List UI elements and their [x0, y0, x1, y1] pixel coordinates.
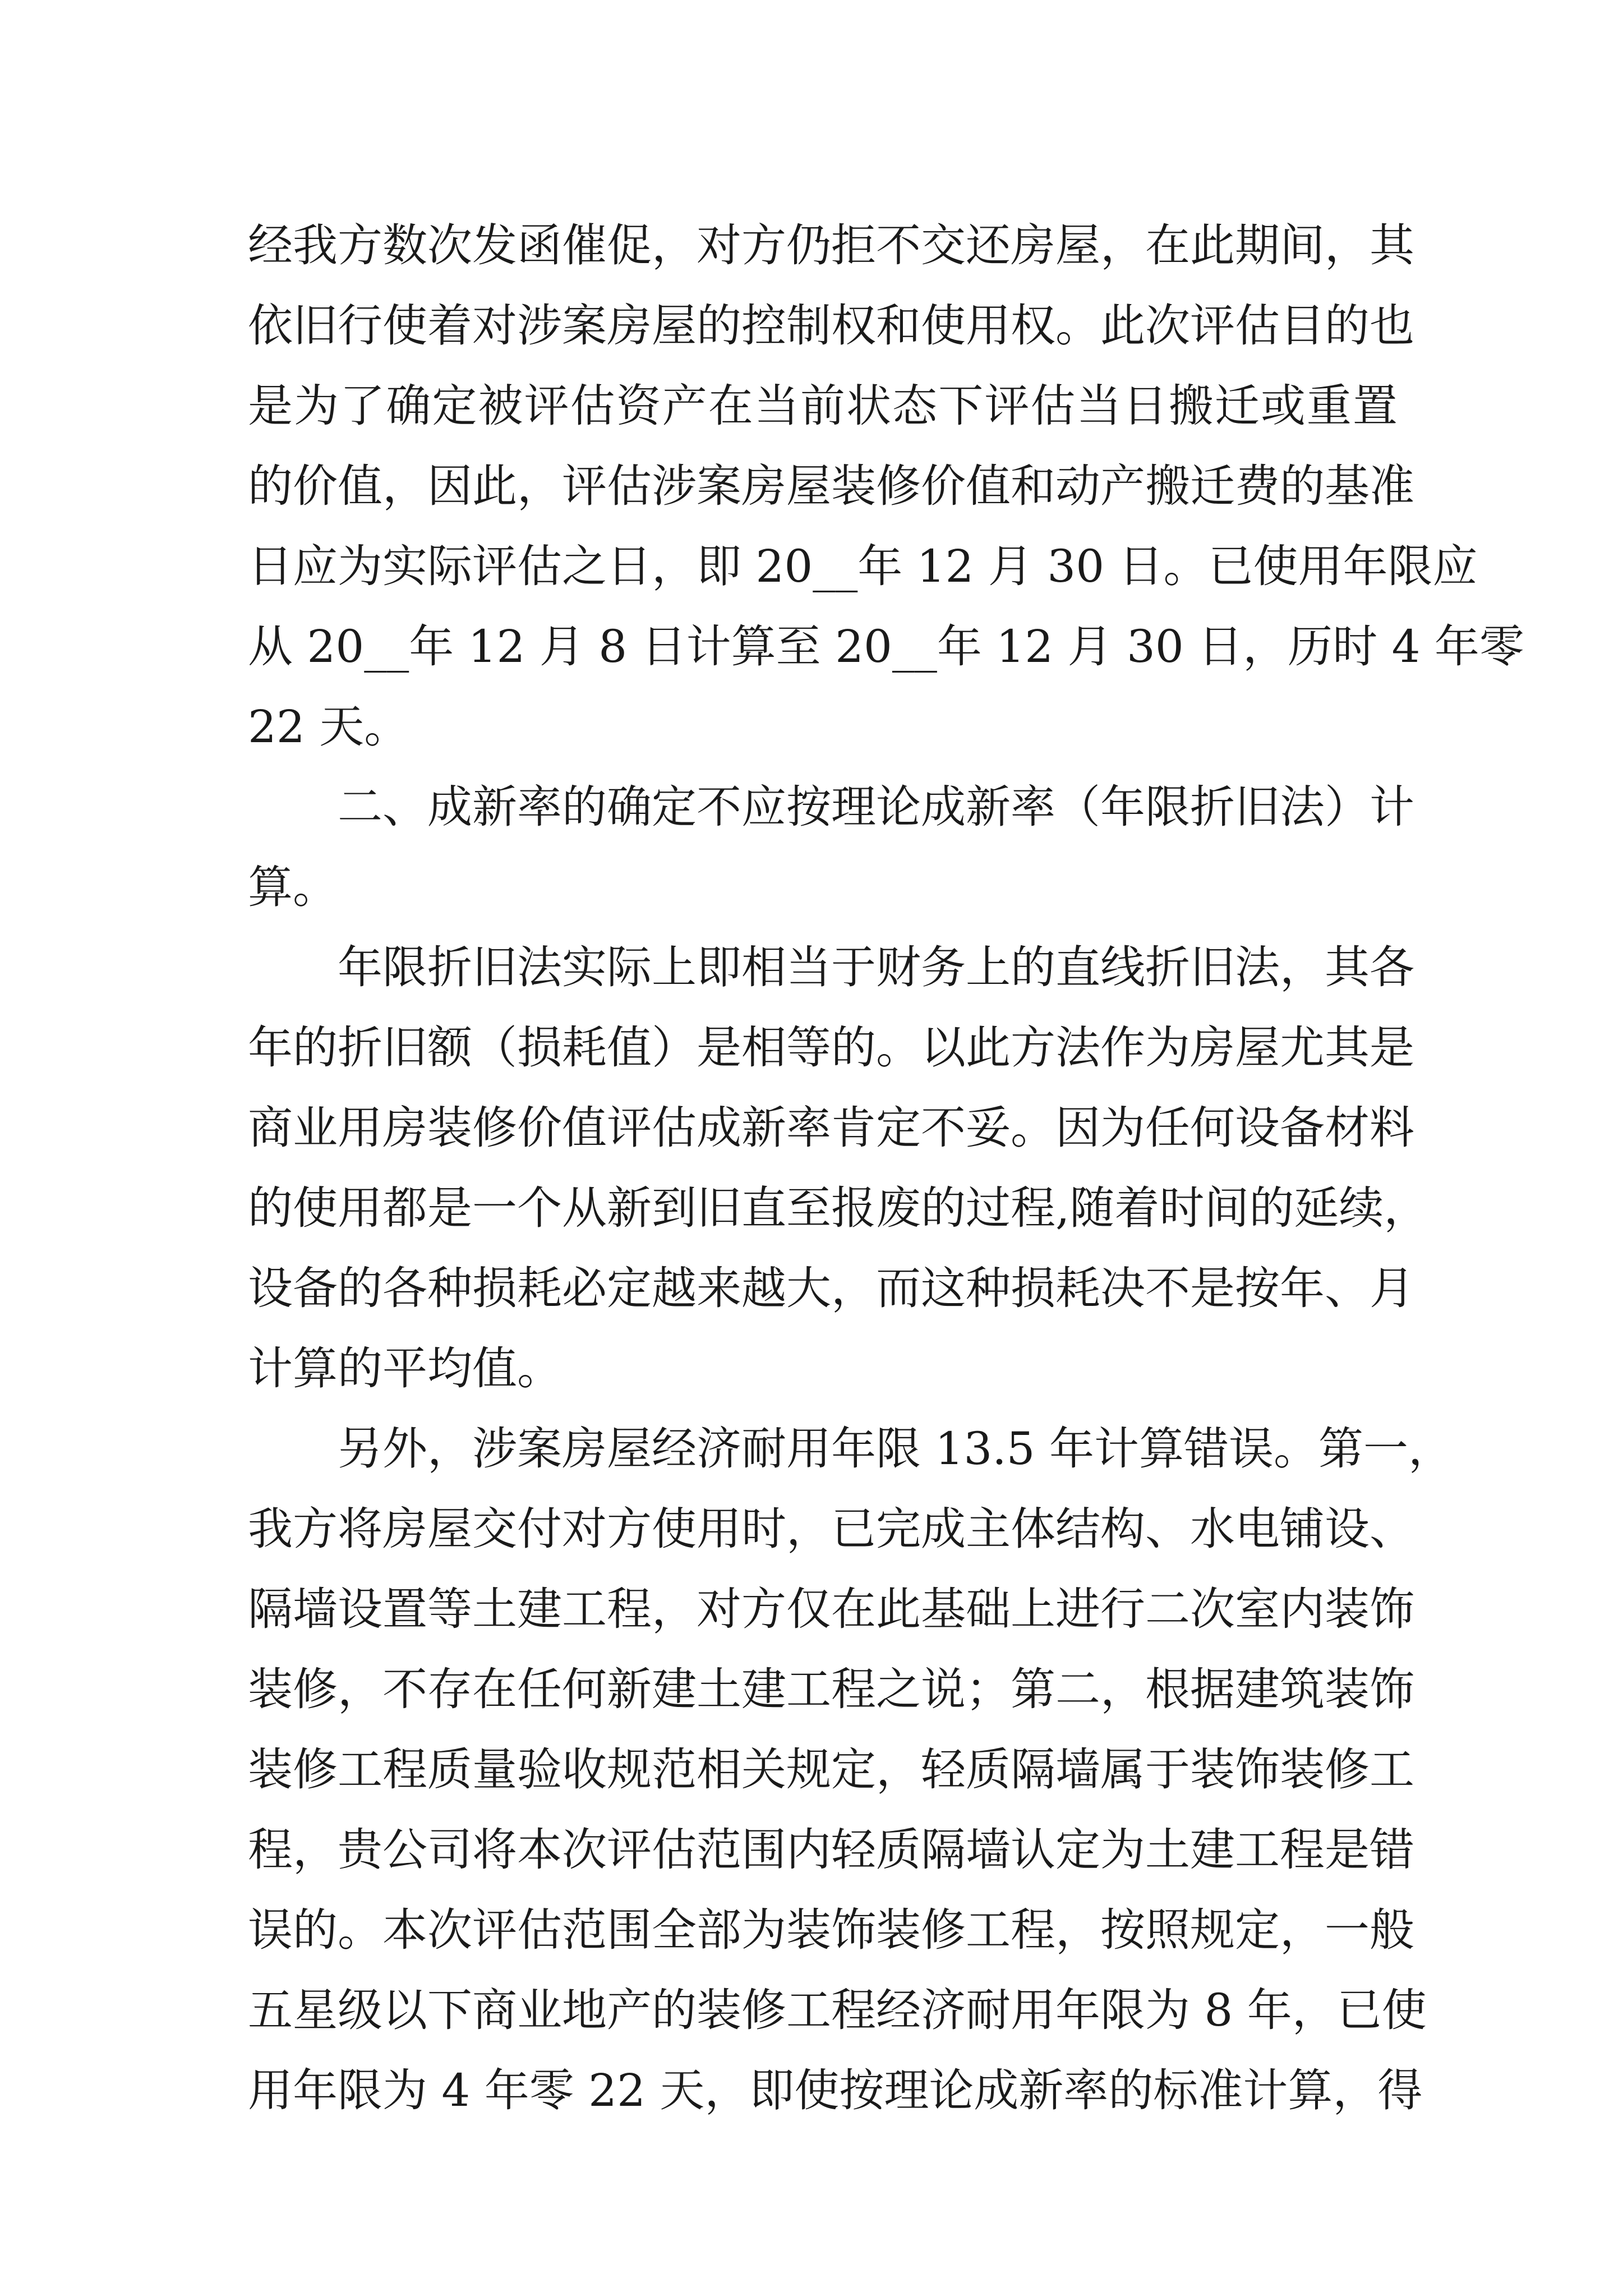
text-line: 日应为实际评估之日，即 20__年 12 月 30 日。已使用年限应: [248, 540, 1478, 592]
text-line: 年的折旧额（损耗值）是相等的。以此方法作为房屋尤其是: [248, 1022, 1414, 1074]
text-line: 设备的各种损耗必定越来越大，而这种损耗决不是按年、月: [248, 1262, 1414, 1314]
text-line: 是为了确定被评估资产在当前状态下评估当日搬迁或重置: [248, 380, 1398, 432]
text-line: 依旧行使着对涉案房屋的控制权和使用权。此次评估目的也: [248, 300, 1414, 352]
section-heading: 二、成新率的确定不应按理论成新率（年限折旧法）计: [338, 781, 1414, 833]
text-line: 从 20__年 12 月 8 日计算至 20__年 12 月 30 日，历时 4 年零: [248, 620, 1524, 673]
text-line: 误的。本次评估范围全部为装饰装修工程，按照规定，一般: [248, 1904, 1414, 1956]
text-line: 计算的平均值。: [248, 1342, 562, 1395]
text-line: 五星级以下商业地产的装修工程经济耐用年限为 8 年，已使: [248, 1984, 1427, 2036]
text-line: 程，贵公司将本次评估范围内轻质隔墙认定为土建工程是错: [248, 1824, 1414, 1876]
text-line: 装修工程质量验收规范相关规定，轻质隔墙属于装饰装修工: [248, 1743, 1414, 1796]
text-line: 算。: [248, 861, 338, 913]
paragraph-start: 另外，涉案房屋经济耐用年限 13.5 年计算错误。第一，: [338, 1423, 1453, 1475]
text-line: 的价值，因此，评估涉案房屋装修价值和动产搬迁费的基准: [248, 460, 1414, 512]
text-line: 的使用都是一个从新到旧直至报废的过程,随着时间的延续，: [248, 1182, 1429, 1234]
text-line: 经我方数次发函催促，对方仍拒不交还房屋，在此期间，其: [248, 219, 1414, 272]
text-line: 用年限为 4 年零 22 天，即使按理论成新率的标准计算，得: [248, 2064, 1423, 2116]
text-line: 商业用房装修价值评估成新率肯定不妥。因为任何设备材料: [248, 1102, 1414, 1154]
document-body: [248, 210, 1524, 2136]
text-line: 隔墙设置等土建工程，对方仅在此基础上进行二次室内装饰: [248, 1583, 1414, 1635]
text-line: 装修，不存在任何新建土建工程之说；第二，根据建筑装饰: [248, 1663, 1414, 1715]
text-line: 22 天。: [248, 701, 409, 753]
paragraph-start: 年限折旧法实际上即相当于财务上的直线折旧法，其各: [338, 941, 1414, 993]
text-line: 我方将房屋交付对方使用时，已完成主体结构、水电铺设、: [248, 1503, 1414, 1555]
